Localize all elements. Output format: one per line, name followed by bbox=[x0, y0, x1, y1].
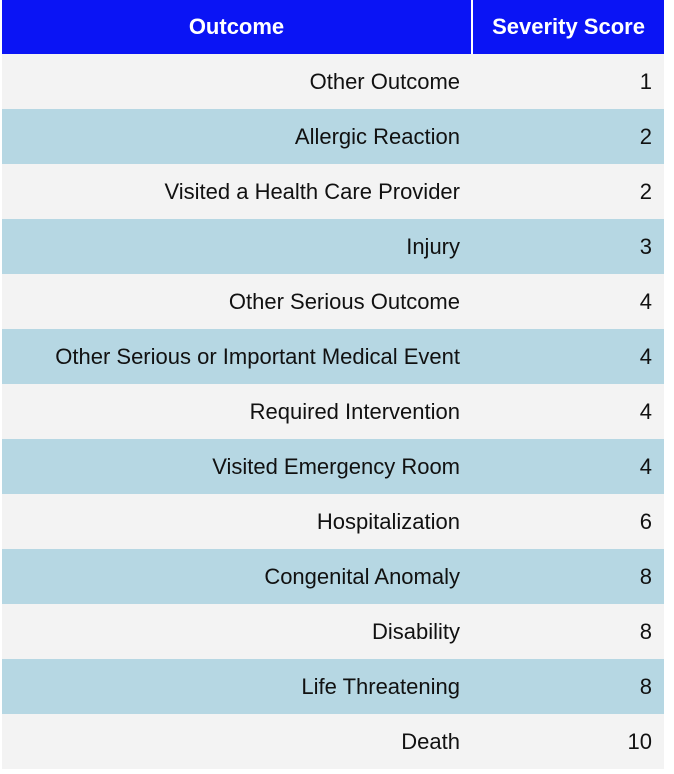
score-cell: 4 bbox=[472, 274, 664, 329]
severity-table bbox=[2, 0, 664, 769]
table-row bbox=[2, 164, 664, 219]
table-header-row bbox=[2, 0, 664, 54]
outcome-cell: Other Serious or Important Medical Event bbox=[2, 329, 472, 384]
outcome-cell: Visited Emergency Room bbox=[2, 439, 472, 494]
score-cell: 2 bbox=[472, 109, 664, 164]
score-cell: 6 bbox=[472, 494, 664, 549]
table-body bbox=[2, 54, 664, 769]
outcome-cell: Other Outcome bbox=[2, 54, 472, 109]
table-row bbox=[2, 274, 664, 329]
outcome-cell: Required Intervention bbox=[2, 384, 472, 439]
outcome-cell: Hospitalization bbox=[2, 494, 472, 549]
severity-table-container bbox=[2, 0, 664, 769]
outcome-cell: Death bbox=[2, 714, 472, 769]
table-row bbox=[2, 494, 664, 549]
score-cell: 8 bbox=[472, 659, 664, 714]
outcome-cell: Congenital Anomaly bbox=[2, 549, 472, 604]
header-severity-score[interactable]: Severity Score bbox=[472, 0, 664, 54]
score-cell: 3 bbox=[472, 219, 664, 274]
table-row bbox=[2, 329, 664, 384]
outcome-cell: Life Threatening bbox=[2, 659, 472, 714]
score-cell: 2 bbox=[472, 164, 664, 219]
score-cell: 4 bbox=[472, 384, 664, 439]
score-cell: 4 bbox=[472, 329, 664, 384]
table-row bbox=[2, 549, 664, 604]
table-row bbox=[2, 439, 664, 494]
outcome-cell: Visited a Health Care Provider bbox=[2, 164, 472, 219]
outcome-cell: Other Serious Outcome bbox=[2, 274, 472, 329]
score-cell: 10 bbox=[472, 714, 664, 769]
outcome-cell: Disability bbox=[2, 604, 472, 659]
table-row bbox=[2, 604, 664, 659]
outcome-cell: Allergic Reaction bbox=[2, 109, 472, 164]
header-outcome[interactable]: Outcome bbox=[2, 0, 472, 54]
score-cell: 8 bbox=[472, 604, 664, 659]
table-row bbox=[2, 384, 664, 439]
score-cell: 8 bbox=[472, 549, 664, 604]
table-row bbox=[2, 109, 664, 164]
score-cell: 4 bbox=[472, 439, 664, 494]
table-row bbox=[2, 659, 664, 714]
table-row bbox=[2, 714, 664, 769]
score-cell: 1 bbox=[472, 54, 664, 109]
outcome-cell: Injury bbox=[2, 219, 472, 274]
table-row bbox=[2, 219, 664, 274]
table-row bbox=[2, 54, 664, 109]
